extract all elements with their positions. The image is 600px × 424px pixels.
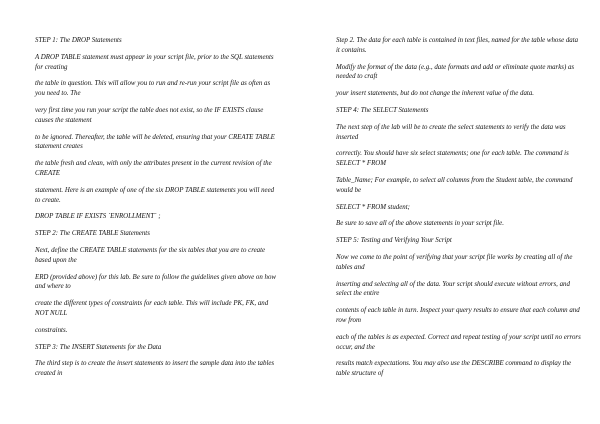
paragraph: inserting and selecting all of the data. Your script should execute without errors, and select the entire: [336, 280, 570, 298]
paragraph: create the different types of constraints for each table. This will include PK, FK, and NOT NULL: [35, 300, 269, 317]
paragraph: ERD (provided above) for this lab. Be sure to follow the guidelines given above on how and where to: [35, 273, 276, 291]
paragraph: results match expectations. You may also use the DESCRIBE command to display the table structure of: [336, 360, 572, 378]
paragraph: constraints.: [35, 326, 68, 334]
step5-heading: STEP 5: Testing and Verifying Your Script: [336, 237, 452, 245]
paragraph: Step 2. The data for each table is contained in text files, named for the table whose data it contains.: [336, 37, 579, 54]
paragraph: the table in question. This will allow you to run and re-run your script file as often as you need to. The: [35, 80, 271, 98]
paragraph: your insert statements, but do not change the inherent value of the data.: [336, 90, 535, 98]
paragraph: contents of each table in turn. Inspect your query results to ensure that each column and row from: [336, 307, 580, 324]
paragraph: statement. Here is an example of one of the six DROP TABLE statements you will need to create.: [35, 186, 275, 204]
paragraph: correctly. You should have six select statements; one for each table. The command is SELECT * FROM: [336, 150, 569, 168]
paragraph: The third step is to create the insert statements to insert the sample data into the tables created in: [35, 360, 275, 378]
paragraph: each of the tables is as expected. Correct and repeat testing of your script until no errors occur, and the: [336, 333, 581, 351]
code-line: DROP TABLE IF EXISTS `ENROLLMENT` ;: [35, 213, 161, 221]
paragraph: A DROP TABLE statement must appear in your script file, prior to the SQL statements for creating: [35, 53, 274, 71]
step1-heading: STEP 1: The DROP Statements: [35, 37, 122, 44]
step2-heading: STEP 2: The CREATE TABLE Statements: [35, 230, 150, 238]
paragraph: Next, define the CREATE TABLE statements for the six tables that you are to create based upon the: [35, 246, 266, 264]
code-line: SELECT * FROM student;: [336, 203, 410, 211]
step4-heading: STEP 4: The SELECT Statements: [336, 106, 429, 114]
left-column: [35, 36, 280, 386]
right-column: [336, 36, 581, 386]
paragraph: to be ignored. Thereafter, the table will be deleted, ensuring that your CREATE TABLE statement creates: [35, 133, 275, 151]
paragraph: Now we come to the point of verifying that your script file works by creating all of the tables and: [336, 253, 573, 271]
paragraph: the table fresh and clean, with only the attributes present in the current revision of the CREATE: [35, 160, 272, 177]
paragraph: Be sure to save all of the above statements in your script file.: [336, 220, 504, 228]
paragraph: The next step of the lab will be to create the select statements to verify the data was inserted: [336, 123, 566, 141]
step3-heading: STEP 3: The INSERT Statements for the Data: [35, 343, 162, 351]
paragraph: Modify the format of the data (e.g., date formats and add or eliminate quote marks) as needed to craft: [336, 63, 575, 81]
paragraph: very first time you run your script the table does not exist, so the IF EXISTS clause causes the statement: [35, 106, 264, 124]
paragraph: Table_Name; For example, to select all columns from the Student table, the command would be: [336, 176, 573, 194]
